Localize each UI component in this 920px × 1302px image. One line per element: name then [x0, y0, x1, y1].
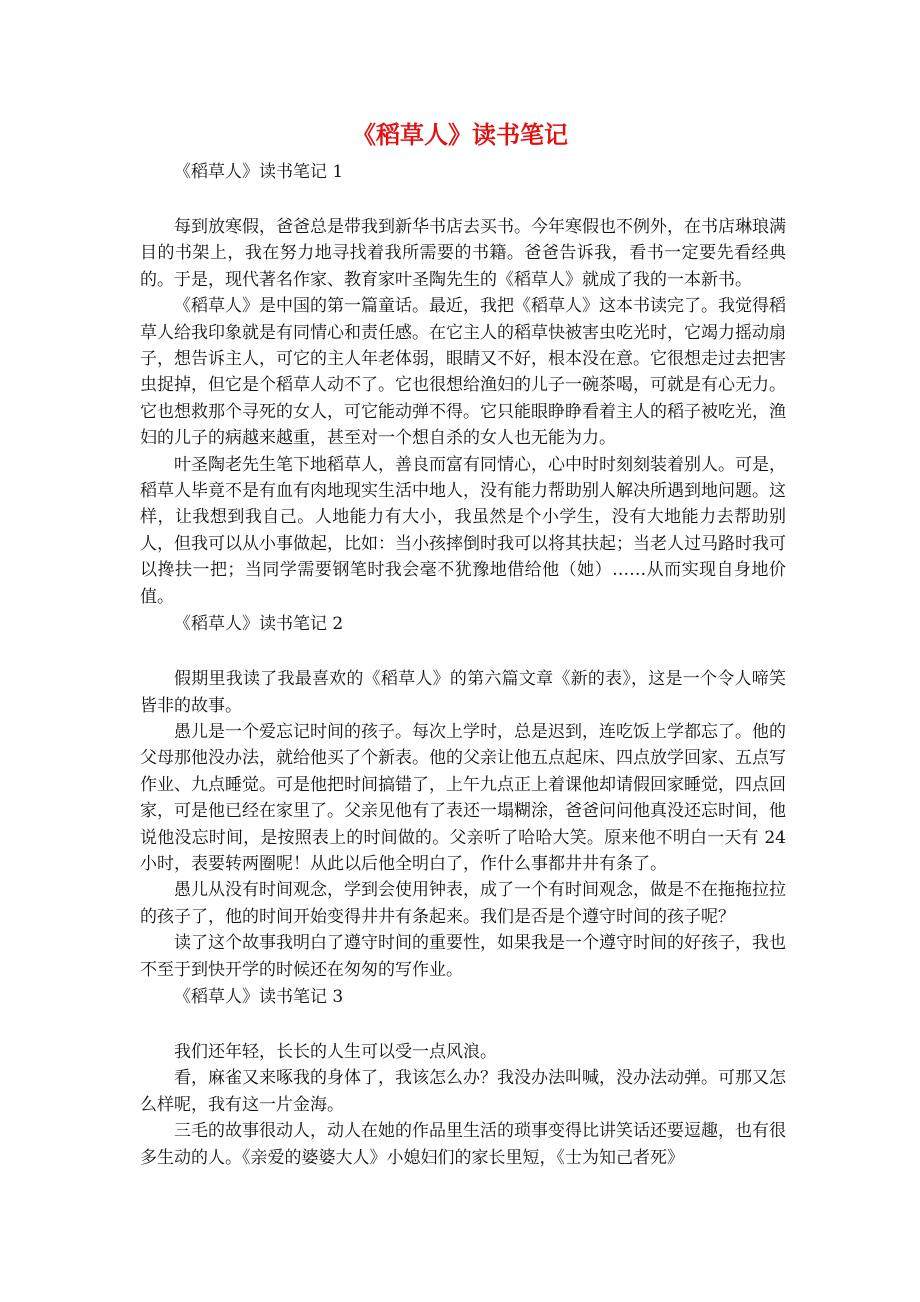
paragraph: 《稻草人》是中国的第一篇童话。最近，我把《稻草人》这本书读完了。我觉得稻草人给我印象就是有同情心和责任感。在它主人的稻草快被害虫吃光时，它竭力摇动扇子，想告诉主人，可它的主人年老体弱，眼睛又不好，根本没在意。它很想走过去把害虫捉掉，但它是个稻草人动不了。它也很想给渔妇的儿子一碗茶喝，可就是有心无力。它也想救那个寻死的女人，可它能动弹不得。它只能眼睁睁看着主人的稻子被吃光，渔妇的儿子的病越来越重，甚至对一个想自杀的女人也无能为力。: [140, 296, 786, 449]
section-3: [140, 983, 786, 1171]
paragraph: 我们还年轻，长长的人生可以受一点风浪。: [174, 1041, 497, 1062]
section-spacer: [140, 186, 786, 214]
paragraph: 愚儿从没有时间观念，学到会使用钟表，成了一个有时间观念，做是不在拖拖拉拉的孩子了，他的时间开始变得井井有条起来。我们是否是个遵守时间的孩子呢？: [140, 880, 786, 927]
document-body: [140, 158, 786, 1171]
paragraph: 愚儿是一个爱忘记时间的孩子。每次上学时，总是迟到，连吃饭上学都忘了。他的父母那他没办法，就给他买了个新表。他的父亲让他五点起床、四点放学回家、五点写作业、九点睡觉。可是他把时间搞错了，上午九点正上着课他却请假回家睡觉，四点回家，可是他已经在家里了。父亲见他有了表还一塌糊涂，爸爸问问他真没还忘时间，他说他没忘时间，是按照表上的时间做的。父亲听了哈哈大笑。原来他不明白一天有 24 小时，表要转两圈呢！从此以后他全明白了，作什么事都井井有条了。: [140, 721, 786, 874]
section-heading: 《稻草人》读书笔记 3: [174, 986, 344, 1007]
paragraph: 看，麻雀又来啄我的身体了，我该怎么办？我没办法叫喊，没办法动弹。可那又怎么样呢，我有这一片金海。: [140, 1068, 786, 1115]
paragraph: 三毛的故事很动人，动人在她的作品里生活的琐事变得比讲笑话还要逗趣，也有很多生动的人。《亲爱的婆婆大人》小媳妇们的家长里短，《士为知己者死》: [140, 1121, 786, 1168]
section-heading: 《稻草人》读书笔记 1: [174, 162, 344, 182]
section-1: [140, 158, 786, 610]
paragraph: 叶圣陶老先生笔下地稻草人，善良而富有同情心，心中时时刻刻装着别人。可是，稻草人毕竟不是有血有肉地现实生活中地人，没有能力帮助别人解决所遇到地问题。这样，让我想到我自己。人地能力有大小，我虽然是个小学生，没有大地能力去帮助别人，但我可以从小事做起，比如：当小孩摔倒时我可以将其扶起；当老人过马路时我可以搀扶一把；当同学需要钢笔时我会毫不犹豫地借给他（她）……从而实现自身地价值。: [140, 454, 786, 607]
document-title: 《稻草人》读书笔记: [352, 120, 568, 149]
section-spacer: [140, 638, 786, 666]
section-spacer: [140, 1011, 786, 1039]
section-heading: 《稻草人》读书笔记 2: [174, 614, 344, 635]
section-2: [140, 610, 786, 983]
paragraph: 假期里我读了我最喜欢的《稻草人》的第六篇文章《新的表》，这是一个令人啼笑皆非的故事。: [140, 669, 786, 716]
paragraph: 读了这个故事我明白了遵守时间的重要性，如果我是一个遵守时间的好孩子，我也不至于到快开学的时候还在匆匆的写作业。: [140, 933, 786, 980]
paragraph: 每到放寒假，爸爸总是带我到新华书店去买书。今年寒假也不例外，在书店琳琅满目的书架上，我在努力地寻找着我所需要的书籍。爸爸告诉我，看书一定要先看经典的。于是，现代著名作家、教育家叶圣陶先生的《稻草人》就成了我的一本新书。: [140, 217, 786, 290]
